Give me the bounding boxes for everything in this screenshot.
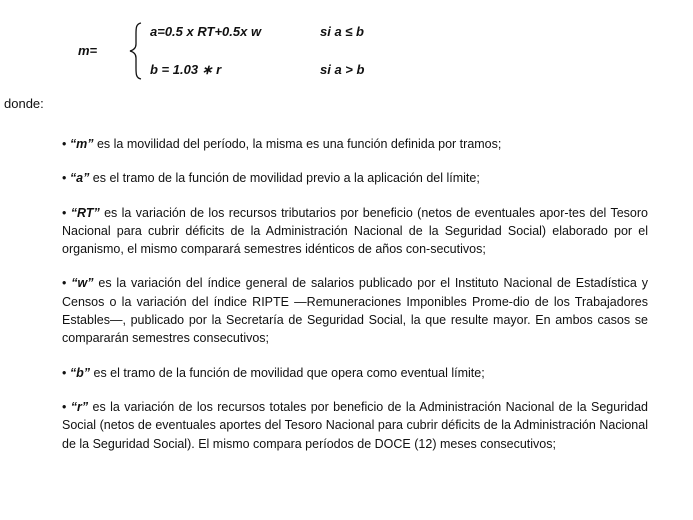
definition-term: “w” bbox=[71, 276, 94, 291]
definition-term: “r” bbox=[70, 399, 89, 414]
bullet-icon: • bbox=[62, 171, 67, 186]
definition-term: “m” bbox=[69, 137, 94, 151]
definition-text: es el tramo de la función de movilidad que opera como eventual límite; bbox=[90, 365, 485, 380]
definition-term: “RT” bbox=[70, 205, 100, 220]
movility-formula bbox=[0, 0, 693, 90]
definition-text: es la variación de los recursos tributarios por beneficio (netos de eventuales apor-tes del Tesoro Nacional para cubrir déficits de la Administración Nacional de la Seguridad Social) elaborado por el organismo, el mismo comparará semestres idénticos de años con-secutivos; bbox=[62, 205, 648, 257]
definition-text: es el tramo de la función de movilidad previo a la aplicación del límite; bbox=[89, 171, 480, 186]
bullet-icon: • bbox=[62, 365, 67, 380]
definition-b bbox=[62, 364, 648, 382]
left-brace-icon bbox=[128, 22, 144, 80]
bullet-icon: • bbox=[62, 276, 67, 291]
definition-rt bbox=[62, 204, 648, 259]
bullet-icon: • bbox=[62, 205, 67, 220]
definition-text: es la variación del índice general de salarios publicado por el Instituto Nacional de Estadística y Censos o la variación del índice RIPTE —Remuneraciones Imponibles Prome-dio de los Trabajadores Estables—, publicado por la Secretaría de Seguridad Social, la que resulte mayor. En ambos casos se compararán semestres consecutivos; bbox=[62, 276, 648, 346]
definition-term: “a” bbox=[69, 171, 90, 186]
definition-text: es la movilidad del período, la misma es una función definida por tramos; bbox=[93, 137, 502, 151]
definitions-list bbox=[62, 135, 648, 469]
formula-case-1-expression: a=0.5 x RT+0.5x w bbox=[150, 24, 262, 39]
formula-case-2-expression: b = 1.03 ∗ r bbox=[150, 62, 222, 77]
definition-r bbox=[62, 398, 648, 453]
definition-text: es la variación de los recursos totales por beneficio de la Administración Nacional de la Seguridad Social (netos de eventuales aportes del Tesoro Nacional para cubrir déficits de la Administración Nacional de la Seguridad Social). El mismo compara períodos de DOCE (12) meses consecutivos; bbox=[62, 399, 648, 451]
intro-text: donde: bbox=[4, 96, 44, 111]
bullet-icon: • bbox=[62, 137, 67, 151]
formula-case-1-condition: si a ≤ b bbox=[320, 24, 364, 39]
definition-a bbox=[62, 169, 648, 187]
formula-case-2-condition: si a > b bbox=[320, 62, 365, 77]
bullet-icon: • bbox=[62, 399, 67, 414]
definition-w bbox=[62, 274, 648, 347]
formula-lhs: m= bbox=[78, 43, 98, 58]
definition-term: “b” bbox=[69, 365, 91, 380]
definition-m bbox=[62, 135, 648, 153]
